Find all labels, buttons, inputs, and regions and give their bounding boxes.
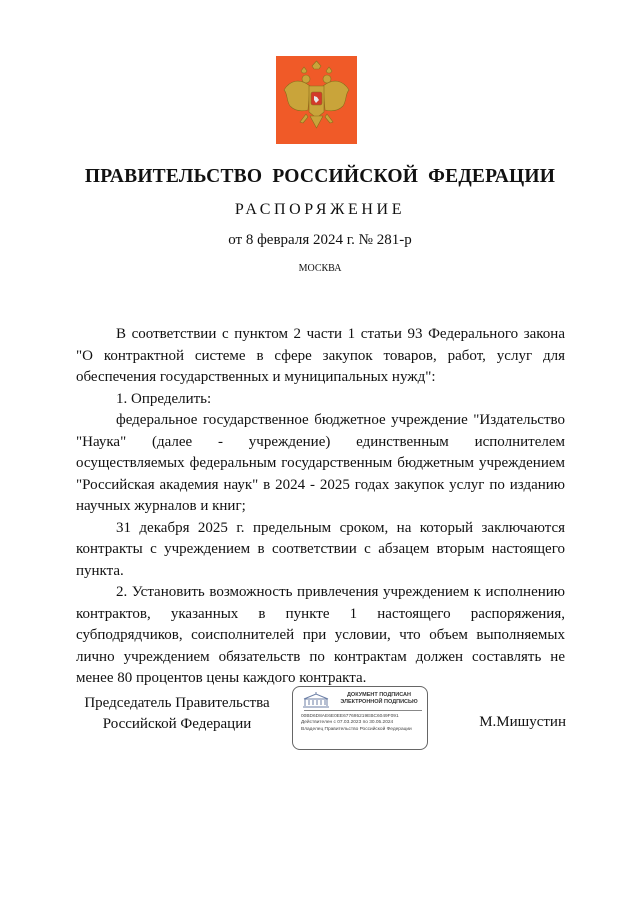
double-headed-eagle-icon bbox=[276, 56, 357, 144]
stamp-divider bbox=[304, 710, 422, 711]
body-paragraph: В соответствии с пунктом 2 части 1 статьи 93 Федерального закона "О контрактной системе в сфере закупок товаров, работ, услуг для обеспечения государственных и муниципальных нужд": bbox=[76, 326, 565, 385]
document-type: РАСПОРЯЖЕНИЕ bbox=[234, 201, 406, 218]
stamp-title: ДОКУМЕНТ ПОДПИСАН ЭЛЕКТРОННОЙ ПОДПИСЬЮ bbox=[340, 692, 418, 705]
government-building-icon bbox=[301, 692, 331, 708]
body-paragraph: 31 декабря 2025 г. предельным сроком, на который заключаются контракты с учреждением в соответствии с абзацем вторым настоящего пункта. bbox=[76, 519, 565, 579]
stamp-owner: Владелец Правительство Российской Федерации bbox=[301, 726, 412, 732]
position-line-2: Российской Федерации bbox=[102, 716, 252, 732]
document-date-number: от 8 февраля 2024 г. № 281-р bbox=[228, 232, 412, 248]
body-paragraph: 2. Установить возможность привлечения учреждением к исполнению контрактов, указанных в пункте 1 настоящего распоряжения, субподрядчиков, соисполнителей при условии, что объем выполняемых лично учреждением обязательств по контрактам должен составлять не менее 80 процентов цены каждого контракта. bbox=[76, 584, 565, 686]
body-paragraph: 1. Определить: bbox=[116, 390, 212, 407]
signatory-name: М.Мишустин bbox=[479, 714, 566, 730]
position-line-1: Председатель Правительства bbox=[84, 695, 270, 711]
body-paragraph: федеральное государственное бюджетное учреждение "Издательство "Наука" (далее - учреждение) единственным исполнителем осуществляемых федеральным государственным бюджетным учреждением "Российская академия наук" в 2024 - 2025 годах закупок услуг по изданию научных журналов и книг; bbox=[76, 412, 565, 514]
government-title: ПРАВИТЕЛЬСТВО РОССИЙСКОЙ ФЕДЕРАЦИИ bbox=[84, 166, 556, 187]
stamp-validity: Действителен с 07.03.2023 по 30.05.2024 bbox=[301, 720, 394, 726]
signatory-position bbox=[77, 693, 277, 735]
stamp-details bbox=[301, 714, 425, 733]
stamp-certificate: 00BD6D8AE6E0EE677695219EBC6049F091 bbox=[301, 714, 399, 719]
document-city: МОСКВА bbox=[298, 263, 342, 274]
document-body bbox=[76, 324, 565, 690]
coat-of-arms bbox=[276, 56, 357, 144]
digital-signature-stamp bbox=[292, 686, 428, 750]
